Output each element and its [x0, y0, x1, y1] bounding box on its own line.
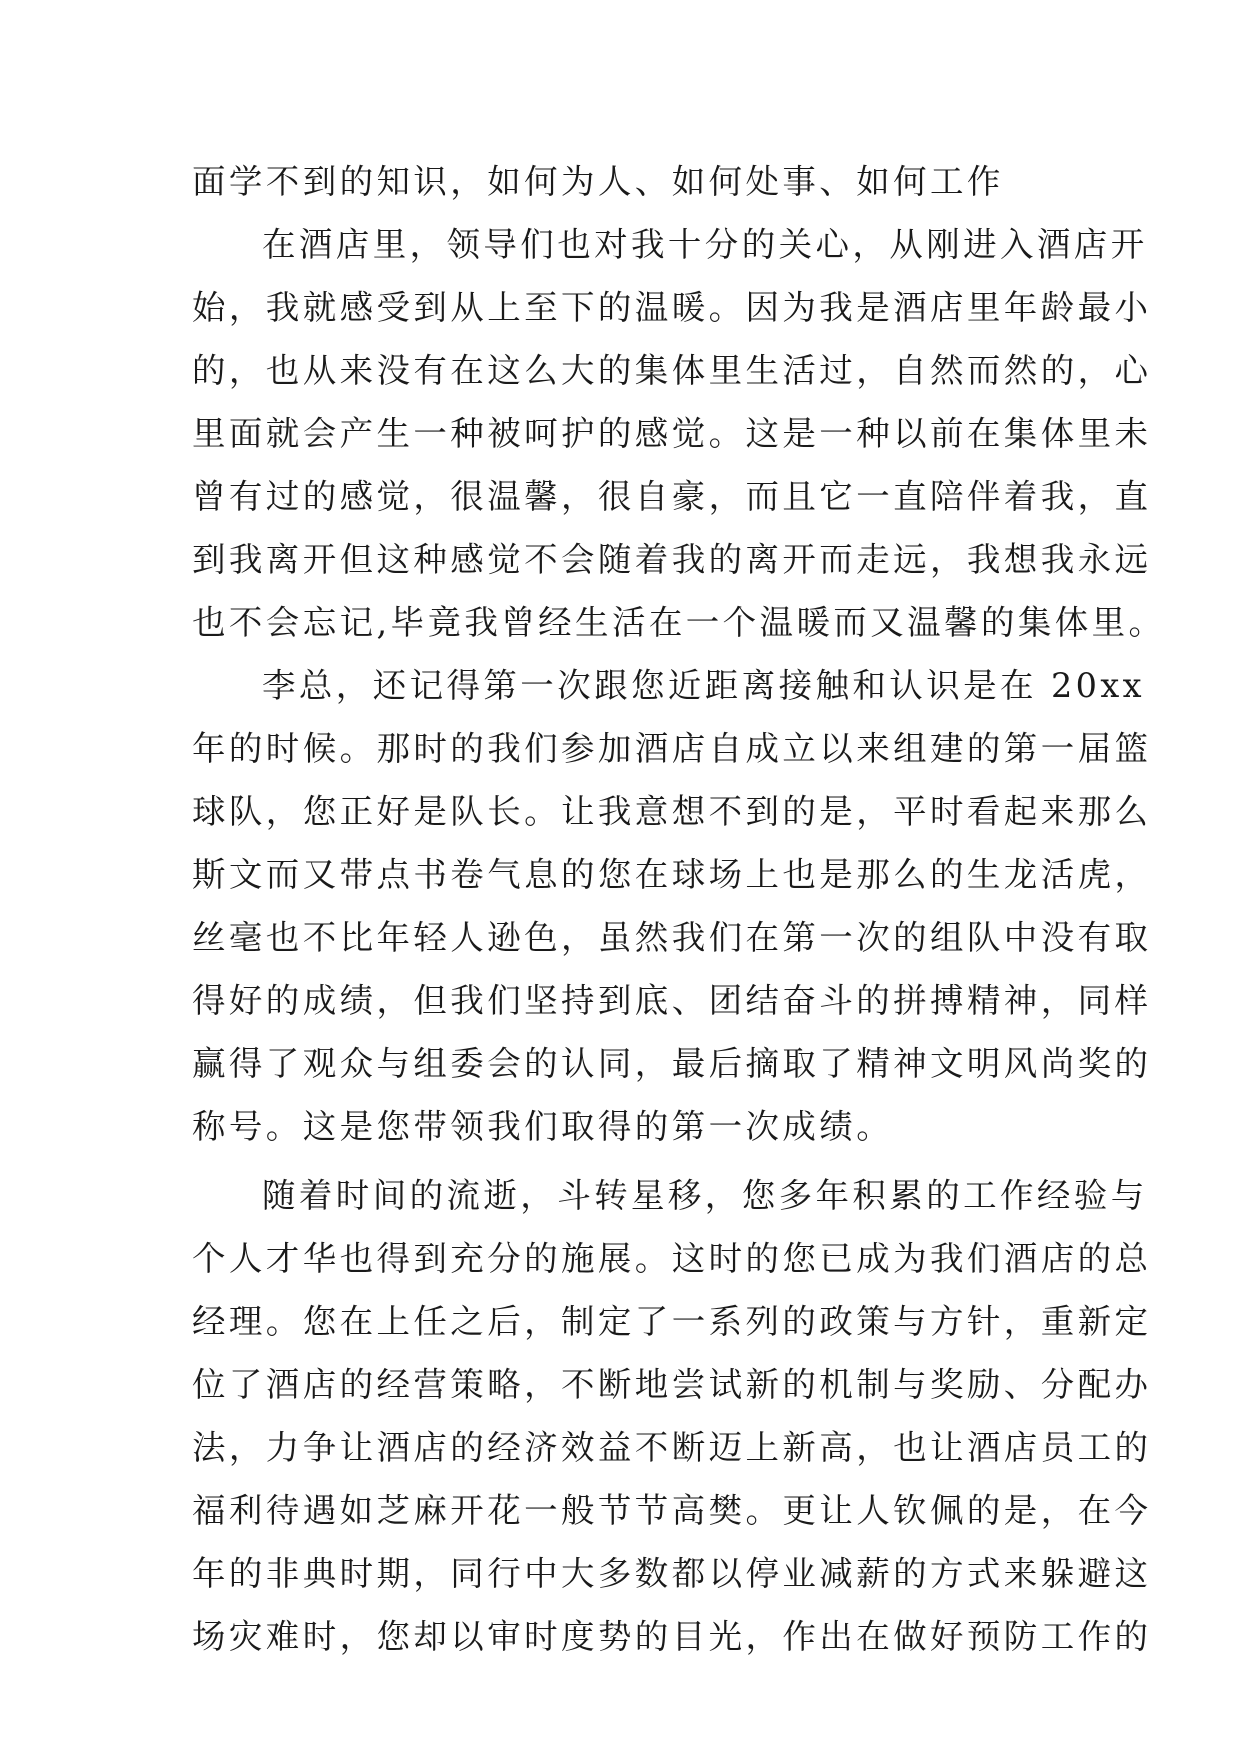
text-line: 始，我就感受到从上至下的温暖。因为我是酒店里年龄最小 — [192, 288, 1152, 327]
text-line: 面学不到的知识，如何为人、如何处事、如何工作 — [192, 162, 1004, 201]
text-line: 丝毫也不比年轻人逊色，虽然我们在第一次的组队中没有取 — [192, 918, 1152, 957]
text-line: 里面就会产生一种被呵护的感觉。这是一种以前在集体里未 — [192, 414, 1152, 453]
text-line: 球队，您正好是队长。让我意想不到的是，平时看起来那么 — [192, 792, 1152, 831]
paragraph-start-line: 随着时间的流逝，斗转星移，您多年积累的工作经验与 — [262, 1176, 1148, 1215]
text-line: 赢得了观众与组委会的认同，最后摘取了精神文明风尚奖的 — [192, 1044, 1152, 1083]
paragraph-start-line: 在酒店里，领导们也对我十分的关心，从刚进入酒店开 — [262, 225, 1148, 264]
text-line: 曾有过的感觉，很温馨，很自豪，而且它一直陪伴着我，直 — [192, 477, 1152, 516]
text-line: 也不会忘记,毕竟我曾经生活在一个温暖而又温馨的集体里。 — [192, 603, 1166, 642]
text-line: 福利待遇如芝麻开花一般节节高樊。更让人钦佩的是，在今 — [192, 1491, 1152, 1530]
text-line: 年的非典时期，同行中大多数都以停业减薪的方式来躲避这 — [192, 1554, 1152, 1593]
text-line: 的，也从来没有在这么大的集体里生活过，自然而然的，心 — [192, 351, 1152, 390]
text-line: 经理。您在上任之后，制定了一系列的政策与方针，重新定 — [192, 1302, 1152, 1341]
text-line: 得好的成绩，但我们坚持到底、团结奋斗的拼搏精神，同样 — [192, 981, 1152, 1020]
text-line: 到我离开但这种感觉不会随着我的离开而走远，我想我永远 — [192, 540, 1152, 579]
text-line: 年的时候。那时的我们参加酒店自成立以来组建的第一届篮 — [192, 729, 1152, 768]
text-line: 斯文而又带点书卷气息的您在球场上也是那么的生龙活虎， — [192, 855, 1152, 894]
body-text — [192, 150, 1166, 1668]
paragraph-start-line: 李总，还记得第一次跟您近距离接触和认识是在 20xx — [262, 666, 1145, 705]
text-line: 称号。这是您带领我们取得的第一次成绩。 — [192, 1107, 894, 1146]
text-line: 法，力争让酒店的经济效益不断迈上新高，也让酒店员工的 — [192, 1428, 1152, 1467]
text-line: 位了酒店的经营策略，不断地尝试新的机制与奖励、分配办 — [192, 1365, 1152, 1404]
text-line: 场灾难时，您却以审时度势的目光，作出在做好预防工作的 — [192, 1617, 1152, 1656]
text-line: 个人才华也得到充分的施展。这时的您已成为我们酒店的总 — [192, 1239, 1152, 1278]
